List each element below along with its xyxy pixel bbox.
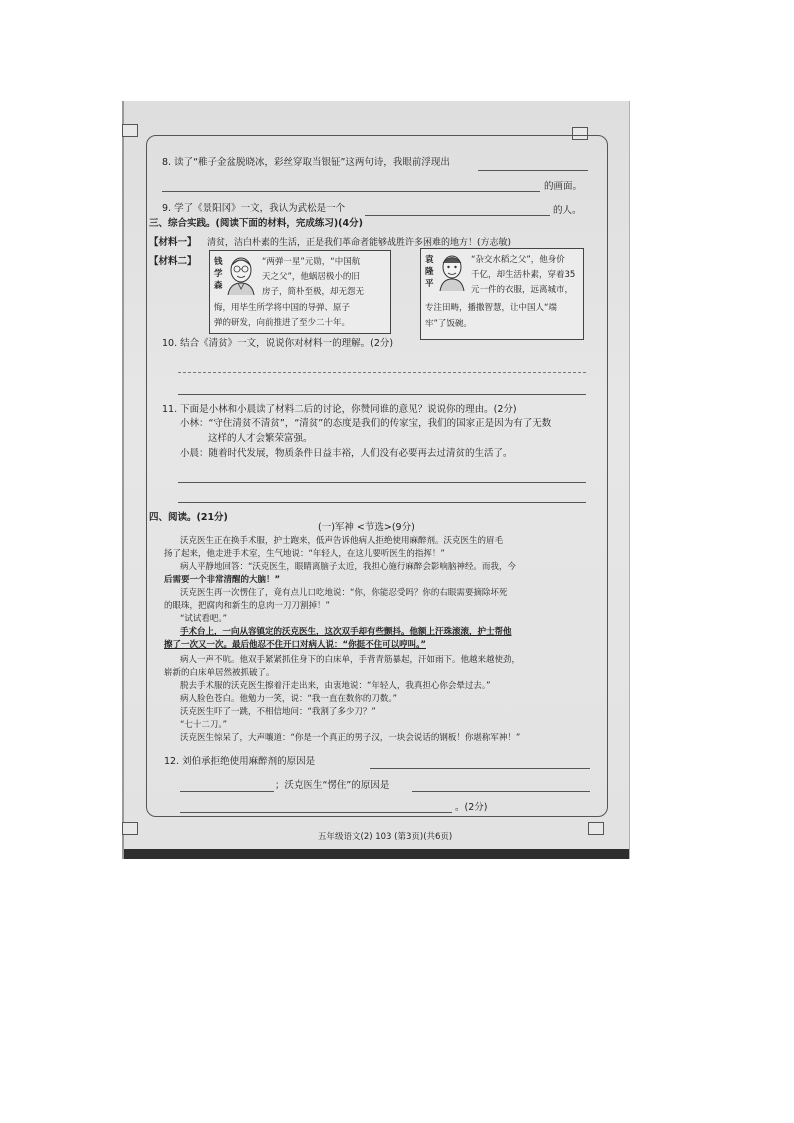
left-line-5: 弹的研发，向前推进了至少二十年。 bbox=[214, 318, 351, 328]
passage-line-11: 崭新的白床单居然被抓破了。 bbox=[164, 668, 275, 678]
q11-xiaolin-line2: 这样的人才会繁荣富强。 bbox=[208, 433, 313, 444]
left-name-1: 钱 bbox=[214, 257, 223, 267]
margin-box-top-left bbox=[122, 124, 138, 137]
q12-label: 12. 刘伯承拒绝使用麻醉剂的原因是 bbox=[164, 756, 316, 767]
margin-box-bottom-right bbox=[588, 822, 604, 835]
material2-tag: 【材料二】 bbox=[149, 256, 197, 267]
q10-label: 10. 结合《清贫》一文，说说你对材料一的理解。(2分) bbox=[162, 338, 394, 349]
passage-line-7: “试试看吧。” bbox=[180, 614, 228, 624]
q9-answer-line[interactable] bbox=[365, 215, 550, 216]
q8-label: 8. 读了“稚子金盆脱晓冰，彩丝穿取当银钲”这两句诗，我眼前浮现出 bbox=[162, 157, 450, 168]
passage-line-16: 沃克医生惊呆了，大声嚷道：“你是一个真正的男子汉，一块会说话的钢板！你堪称军神！” bbox=[180, 733, 521, 743]
material1-text: 清贫，洁白朴素的生活，正是我们革命者能够战胜许多困难的地方！(方志敏) bbox=[207, 238, 512, 248]
passage-line-2: 扬了起来，他走进手术室，生气地说：“年轻人，在这儿要听医生的指挥！” bbox=[164, 549, 445, 559]
q9-suffix: 的人。 bbox=[553, 205, 582, 216]
q10-answer-line-1[interactable] bbox=[178, 372, 586, 373]
q11-xiaolin-line1: 小林：“守住清贫不清贫”，“清贫”的态度是我们的传家宝，我们的国家正是因为有了无数 bbox=[180, 418, 552, 429]
right-name-2: 隆 bbox=[425, 267, 434, 277]
q12-end: 。(2分) bbox=[455, 802, 488, 813]
section3-title: 三、综合实践。(阅读下面的材料，完成练习)(4分) bbox=[149, 218, 363, 229]
left-line-3: 房子，简朴至极，却无怨无 bbox=[262, 287, 365, 297]
material2-right-box bbox=[420, 248, 584, 340]
passage-line-3: 病人平静地回答：“沃克医生，眼睛离脑子太近，我担心施行麻醉会影响脑神经。而我，今 bbox=[180, 562, 516, 572]
passage-line-15: “七十二刀。” bbox=[180, 720, 228, 730]
left-line-1: “两弹一星”元勋，“中国航 bbox=[262, 257, 361, 267]
q8-answer-line-2[interactable] bbox=[162, 191, 540, 192]
right-line-4: 专注田畴，播撒智慧，让中国人“端 bbox=[425, 303, 557, 313]
passage-line-10: 病人一声不吭。他双手紧紧抓住身下的白床单，手背青筋暴起，汗如雨下。他越来越使劲， bbox=[180, 655, 521, 665]
passage-line-5: 沃克医生再一次愣住了，竟有点儿口吃地说：“你，你能忍受吗？你的右眼需要摘除坏死 bbox=[180, 588, 508, 598]
right-name-3: 平 bbox=[425, 279, 434, 289]
q11-label: 11. 下面是小林和小晨读了材料二后的讨论，你赞同谁的意见？说说你的理由。(2分) bbox=[162, 404, 517, 415]
passage-line-12: 脱去手术服的沃克医生擦着汗走出来，由衷地说：“年轻人，我真担心你会晕过去。” bbox=[180, 681, 491, 691]
left-line-4: 悔，用毕生所学将中国的导弹、原子 bbox=[214, 303, 351, 313]
passage-line-9: 擦了一次又一次。最后他忍不住开口对病人说：“你挺不住可以哼叫。” bbox=[164, 640, 426, 650]
material1-tag: 【材料一】 bbox=[149, 237, 197, 248]
q11-xiaochen-line: 小晨：随着时代发展，物质条件日益丰裕，人们没有必要再去过清贫的生活了。 bbox=[180, 448, 513, 459]
material2-left-box bbox=[209, 250, 391, 334]
passage-line-13: 病人脸色苍白。他勉力一笑，说：“我一直在数你的刀数。” bbox=[180, 694, 398, 704]
right-line-1: “杂交水稻之父”，他身价 bbox=[471, 255, 565, 265]
yuan-longping-portrait-icon bbox=[437, 253, 467, 291]
margin-box-bottom-left bbox=[122, 822, 138, 835]
page-footer: 五年级语文(2) 103 (第3页)(共6页) bbox=[318, 832, 453, 842]
passage-line-4: 后需要一个非常清醒的大脑！” bbox=[164, 575, 281, 585]
q12-answer-line-4[interactable] bbox=[180, 812, 452, 813]
left-line-2: 天之父”，他蜗居极小的旧 bbox=[262, 272, 360, 282]
q12-answer-line-2[interactable] bbox=[180, 791, 274, 792]
right-line-3: 元一件的衣服，远离城市， bbox=[471, 285, 574, 295]
passage-line-6: 的眼珠，把腐肉和新生的息肉一刀刀割掉！” bbox=[164, 601, 330, 611]
right-name-1: 袁 bbox=[425, 255, 434, 265]
passage-line-1: 沃克医生正在换手术服，护士跑来，低声告诉他病人拒绝使用麻醉剂。沃克医生的眉毛 bbox=[180, 536, 504, 546]
right-line-2: 千亿，却生活朴素，穿着35 bbox=[471, 270, 576, 280]
q8-answer-line-1[interactable] bbox=[478, 170, 588, 171]
q9-label: 9. 学了《景阳冈》一文，我认为武松是一个 bbox=[162, 203, 346, 214]
qian-xuesen-portrait-icon bbox=[224, 255, 258, 295]
q11-answer-line-1[interactable] bbox=[178, 482, 586, 483]
left-name-3: 森 bbox=[214, 281, 223, 291]
passage-line-8: 手术台上，一向从容镇定的沃克医生，这次双手却有些颤抖。他额上汗珠滚滚，护士帮他 bbox=[180, 627, 512, 637]
q12-answer-line-3[interactable] bbox=[412, 791, 590, 792]
passage-title: (一)军神 <节选>(9分) bbox=[318, 522, 415, 533]
passage-line-14: 沃克医生吓了一跳，不相信地问：“我割了多少刀？” bbox=[180, 707, 376, 717]
q12-answer-line-1[interactable] bbox=[370, 768, 590, 769]
q11-answer-line-2[interactable] bbox=[178, 502, 586, 503]
q8-suffix: 的画面。 bbox=[544, 181, 583, 192]
q10-answer-line-2[interactable] bbox=[178, 394, 586, 395]
photo-bottom-shadow bbox=[124, 849, 629, 859]
q12-mid: ；沃克医生“愣住”的原因是 bbox=[275, 780, 390, 791]
left-name-2: 学 bbox=[214, 269, 223, 279]
right-line-5: 牢”了饭碗。 bbox=[425, 319, 472, 329]
section4-title: 四、阅读。(21分) bbox=[149, 512, 228, 523]
